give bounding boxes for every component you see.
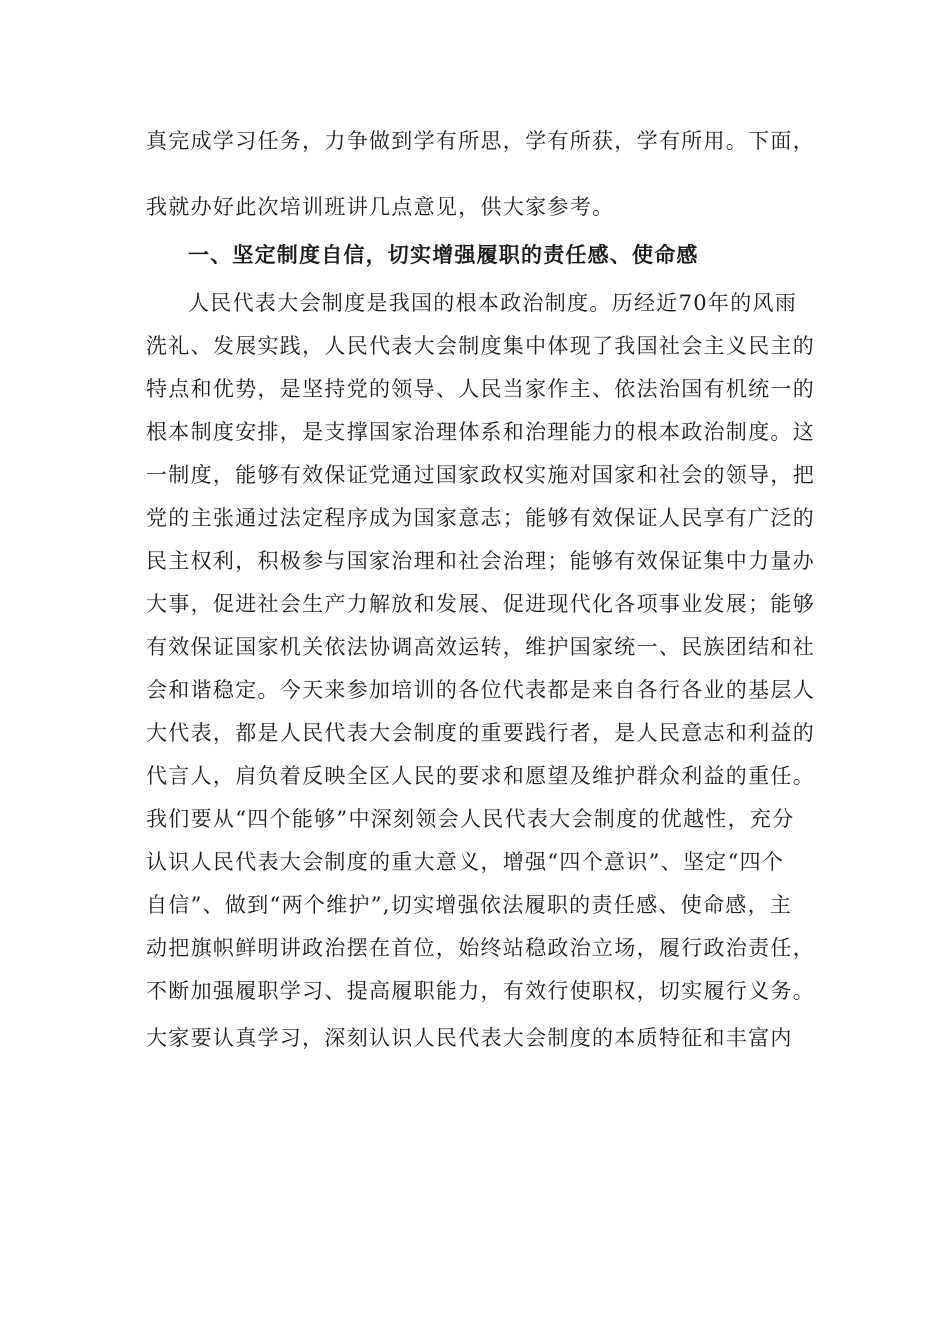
section-heading: 一、坚定制度自信，切实增强履职的责任感、使命感 — [188, 242, 699, 267]
body-line-18: 大家要认真学习，深刻认识人民代表大会制度的本质特征和丰富内 — [146, 1026, 793, 1050]
body-line-1: 人民代表大会制度是我国的根本政治制度。历经近70年的风雨 — [188, 291, 798, 315]
body-line-5: 一制度，能够有效保证党通过国家政权实施对国家和社会的领导，把 — [146, 463, 815, 487]
body-line-12: 代言人，肩负着反映全区人民的要求和愿望及维护群众利益的重任。 — [146, 764, 815, 788]
body-line-13: 我们要从“四个能够”中深刻领会人民代表大会制度的优越性，充分 — [146, 807, 795, 831]
body-line-17: 不断加强履职学习、提高履职能力，有效行使职权，切实履行义务。 — [146, 979, 815, 1003]
body-line-10: 会和谐稳定。今天来参加培训的各位代表都是来自各行各业的基层人 — [146, 678, 815, 702]
body-line-6: 党的主张通过法定程序成为国家意志；能够有效保证人民享有广泛的 — [146, 506, 815, 530]
body-line-9: 有效保证国家机关依法协调高效运转，维护国家统一、民族团结和社 — [146, 635, 815, 659]
body-line-4: 根本制度安排，是支撑国家治理体系和治理能力的根本政治制度。这 — [146, 420, 815, 444]
body-line-8: 大事，促进社会生产力解放和发展、促进现代化各项事业发展；能够 — [146, 592, 815, 616]
body-line-3: 特点和优势，是坚持党的领导、人民当家作主、依法治国有机统一的 — [146, 377, 815, 401]
body-line-7: 民主权利，积极参与国家治理和社会治理；能够有效保证集中力量办 — [146, 549, 815, 573]
intro-line-1: 真完成学习任务，力争做到学有所思，学有所获，学有所用。下面， — [146, 129, 815, 153]
body-line-16: 动把旗帜鲜明讲政治摆在首位，始终站稳政治立场，履行政治责任， — [146, 936, 815, 960]
body-line-11: 大代表，都是人民代表大会制度的重要践行者，是人民意志和利益的 — [146, 721, 815, 745]
body-line-14: 认识人民代表大会制度的重大意义，增强“四个意识”、坚定“四个 — [146, 850, 785, 874]
intro-line-2: 我就办好此次培训班讲几点意见，供大家参考。 — [146, 195, 615, 219]
body-line-2: 洗礼、发展实践，人民代表大会制度集中体现了我国社会主义民主的 — [146, 334, 815, 358]
body-line-15: 自信”、做到“两个维护”,切实增强依法履职的责任感、使命感，主 — [146, 893, 793, 917]
